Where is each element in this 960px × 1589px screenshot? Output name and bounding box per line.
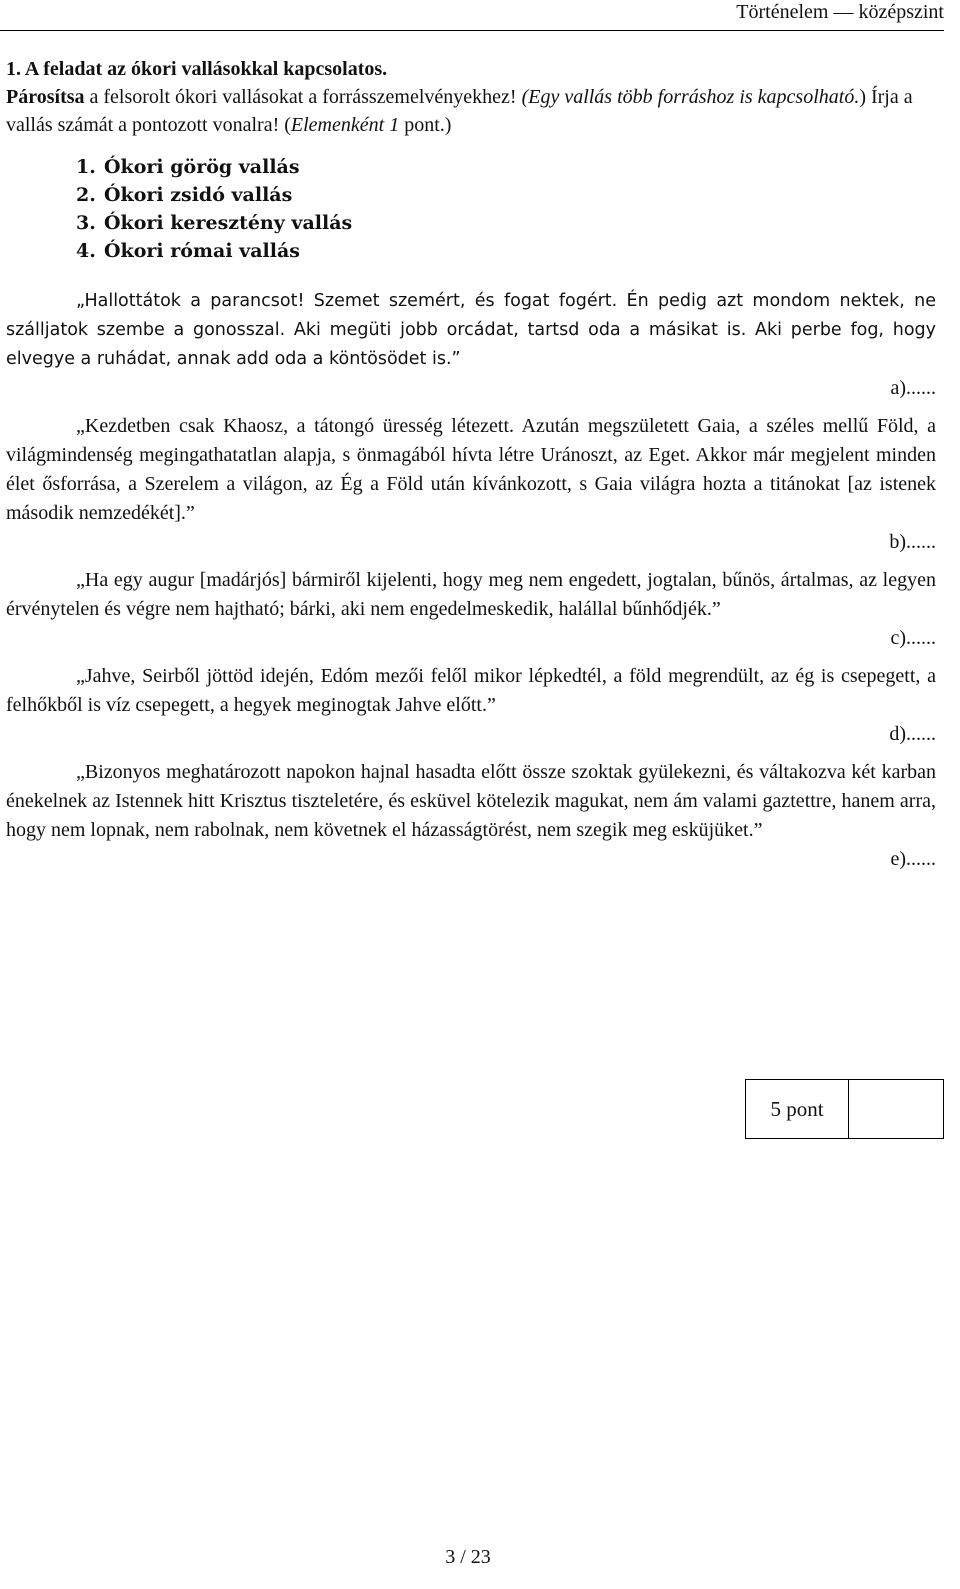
source-e-text: „Bizonyos meghatározott napokon hajnal hasadta előtt össze szoktak gyülekezni, és váltakozva két karban énekelnek az Istennek hitt Krisztus tiszteletére, és esküvel kötelezik magukat, nem ám valami gaztettre, hanem arra, hogy nem lopnak, nem rabolnak, nem követnek el házasságtörést, nem szegik meg esküjüket.”: [6, 761, 936, 841]
religion-label: Ókori római vallás: [104, 240, 300, 262]
instruction-tail: ) Írja a vallás számát a pontozott vonalra! (: [6, 86, 913, 136]
answer-e[interactable]: e)......: [890, 848, 936, 870]
page-header: [0, 0, 944, 31]
religion-item: [76, 209, 936, 237]
answer-d[interactable]: d)......: [889, 723, 936, 745]
religion-number: 1.: [76, 156, 96, 178]
religion-label: Ókori görög vallás: [104, 156, 300, 178]
source-c: [6, 566, 936, 624]
answer-a[interactable]: a)......: [890, 377, 936, 399]
source-c-text: „Ha egy augur [madárjós] bármiről kijelenti, hogy meg nem engedett, jogtalan, bűnös, ártalmas, az legyen érvénytelen és végre nem hajtható; bárki, aki nem engedelmeskedik, halállal bűnhődjék.”: [6, 569, 936, 620]
instruction-points-italic: Elemenként 1: [290, 114, 400, 136]
instruction-points-tail: pont.): [399, 114, 452, 136]
instruction-italic-note: (Egy vallás több forráshoz is kapcsolható.: [521, 86, 860, 108]
source-b-text: „Kezdetben csak Khaosz, a tátongó üresség létezett. Azután megszületett Gaia, a széles mellű Föld, a világmindenség megingathatatlan alapja, s önmagából hívta létre Uránoszt, az Eget. Akkor már megjelent minden élet ősforrása, a Szerelem a világon, az Ég a Föld után kívánkozott, s Gaia világra hozta a titánokat [az istenek második nemzedékét].”: [6, 415, 936, 524]
instruction-text: a felsorolt ókori vallásokat a forrásszemelvényekhez!: [84, 86, 522, 108]
religion-label: Ókori keresztény vallás: [104, 212, 353, 234]
religion-item: [76, 237, 936, 265]
task-content: [6, 55, 936, 883]
religion-item: [76, 153, 936, 181]
source-a-text: „Hallottátok a parancsot! Szemet szemért, és fogat fogért. Én pedig azt mondom nektek, ne szálljatok szembe a gonosszal. Aki megüti jobb orcádat, tartsd oda a másikat is. Aki perbe fog, hogy elvegye a ruhádat, annak add oda a köntösödet is.”: [6, 291, 936, 369]
points-label: 5 pont: [746, 1080, 849, 1138]
religion-number: 2.: [76, 184, 96, 206]
source-b: [6, 412, 936, 528]
source-d-text: „Jahve, Seirből jöttöd idején, Edóm mezői felől mikor lépkedtél, a föld megrendült, az ég is csepegett, a felhőkből is víz csepegett, a hegyek meginogtak Jahve előtt.”: [6, 665, 936, 716]
points-score-field[interactable]: [849, 1080, 943, 1138]
religion-number: 4.: [76, 240, 96, 262]
source-e: [6, 758, 936, 845]
task-title: 1. A feladat az ókori vallásokkal kapcsolatos.: [6, 58, 388, 80]
points-box: [745, 1079, 944, 1139]
answer-c[interactable]: c)......: [890, 627, 936, 649]
header-title: Történelem — középszint: [736, 1, 944, 23]
religion-list: [76, 153, 936, 265]
answer-b[interactable]: b)......: [889, 531, 936, 553]
source-d: [6, 662, 936, 720]
religion-item: [76, 181, 936, 209]
page-number: 3 / 23: [445, 1546, 491, 1568]
religion-label: Ókori zsidó vallás: [104, 184, 293, 206]
religion-number: 3.: [76, 212, 96, 234]
source-a: [6, 287, 936, 374]
task-instructions: [6, 83, 936, 139]
instruction-bold-verb: Párosítsa: [6, 86, 85, 108]
